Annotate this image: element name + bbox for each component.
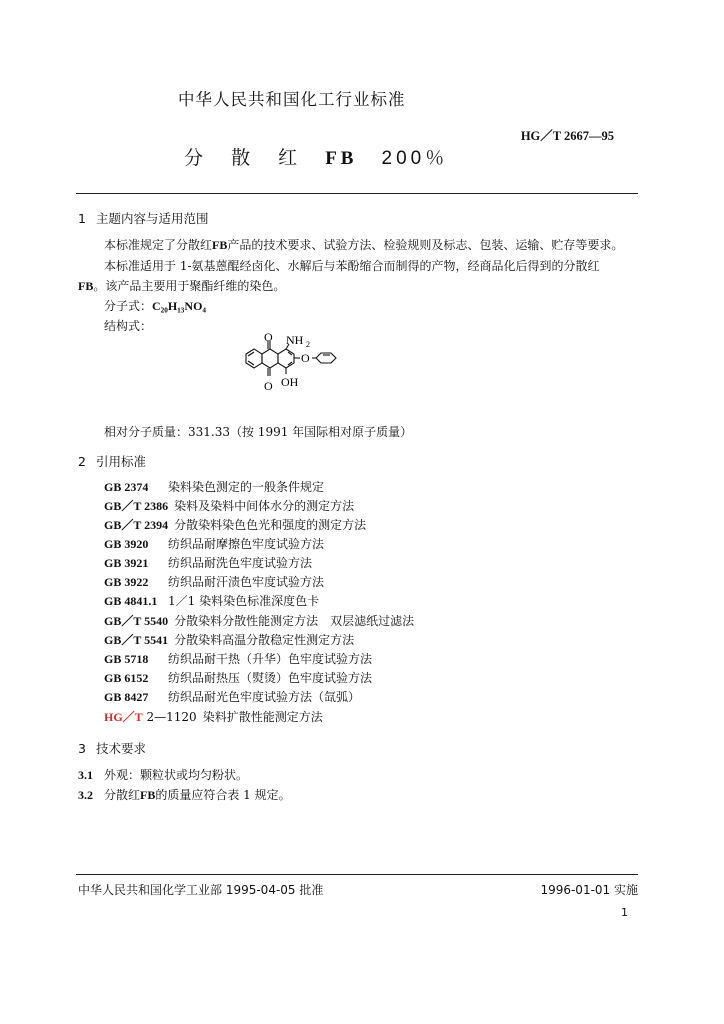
amino-group-label: NH: [286, 333, 304, 347]
section-2-heading: [78, 452, 146, 470]
reference-item: GB／T 5540 分散染料分散性能测定方法 双层滤纸过滤法: [104, 614, 415, 628]
section-1-heading: [78, 209, 209, 227]
reference-item: GB 2374 染料染色测定的一般条件规定: [104, 480, 325, 494]
benzene-ring-right: [278, 349, 294, 368]
section-1-para-2-line-2: [78, 277, 285, 294]
title-char: 红: [278, 147, 302, 169]
amino-subscript: 2: [306, 340, 310, 349]
title-char: 分: [184, 147, 208, 169]
section-title: 技术要求: [96, 741, 147, 756]
clause-text: FB: [140, 788, 156, 802]
reference-item: GB 4841.1 1／1 染料染色标准深度色卡: [104, 594, 320, 608]
title-char: 散: [231, 147, 255, 169]
reference-code-rest: 2—1120: [142, 710, 197, 724]
carbonyl-oxygen-bottom: O: [264, 379, 273, 393]
benzene-ring-left: [246, 349, 262, 368]
effective-date: 1996-01-01 实施: [540, 883, 638, 897]
text: FB: [212, 238, 228, 252]
document-title: [184, 143, 448, 170]
reference-item: GB 3921 纺织品耐洗色牢度试验方法: [104, 556, 313, 570]
footer-rule: [76, 874, 638, 875]
standard-code: HG／T 2667—95: [520, 129, 614, 143]
text: FB: [78, 279, 94, 293]
relative-molecular-mass: 相对分子质量：331.33（按 1991 年国际相对原子质量）: [104, 425, 413, 439]
page-number: 1: [621, 906, 628, 919]
text: 产品的技术要求、试验方法、检验规则及标志、包装、运输、贮存等要求。: [227, 238, 624, 252]
header-rule: [76, 193, 638, 194]
section-number: 2: [78, 454, 86, 469]
ether-oxygen-label: O: [301, 351, 310, 365]
quinone-ring: [262, 349, 278, 368]
section-number: 3: [78, 741, 86, 756]
standard-name: 中华人民共和国化工行业标准: [178, 90, 406, 109]
clause-3-1: [78, 766, 248, 783]
section-number: 1: [78, 211, 86, 226]
clause-text: 外观：颗粒状或均匀粉状。: [104, 768, 249, 782]
reference-item: GB／T 5541 分散染料高温分散稳定性测定方法: [104, 633, 355, 647]
formula-value: C₂₀H₁₃NO₄: [152, 299, 207, 313]
clause-number: 3.1: [78, 768, 93, 782]
approval-line: 中华人民共和国化学工业部 1995-04-05 批准: [78, 883, 324, 897]
clause-number: 3.2: [78, 788, 93, 802]
section-1-para-1: [104, 236, 623, 253]
highlighted-code: HG／T: [104, 710, 143, 724]
reference-item: GB／T 2394 分散染料染色色光和强度的测定方法: [104, 518, 367, 532]
section-title: 引用标准: [96, 454, 147, 469]
text: 。该产品主要用于聚酯纤维的染色。: [93, 279, 286, 293]
formula-label: 分子式：: [104, 299, 153, 313]
section-3-heading: [78, 739, 146, 757]
reference-text: 染料扩散性能测定方法: [202, 710, 323, 724]
reference-item: GB 8427 纺织品耐光色牢度试验方法（氙弧）: [104, 690, 361, 704]
reference-item: GB 3920 纺织品耐摩擦色牢度试验方法: [104, 537, 325, 551]
section-1-para-2-line-1: 本标准适用于 1-氨基蒽醌经卤化、水解后与苯酚缩合而制得的产物，经商品化后得到的分散红: [104, 259, 600, 273]
structure-label: 结构式：: [104, 319, 153, 333]
reference-item-highlighted: [104, 708, 323, 725]
reference-item: GB 6152 纺织品耐热压（熨烫）色牢度试验方法: [104, 671, 373, 685]
text: 本标准规定了分散红: [104, 238, 213, 252]
reference-item: GB 5718 纺织品耐干热（升华）色牢度试验方法: [104, 652, 373, 666]
section-title: 主题内容与适用范围: [96, 211, 209, 226]
title-char: FB: [325, 148, 358, 169]
reference-item: GB 3922 纺织品耐汗渍色牢度试验方法: [104, 575, 325, 589]
structural-formula: [236, 330, 346, 396]
clause-3-2: [78, 786, 291, 803]
title-char: 200％: [381, 148, 449, 169]
carbonyl-oxygen-top: O: [264, 330, 273, 344]
hydroxyl-group-label: OH: [281, 375, 299, 389]
molecular-formula: [104, 297, 206, 314]
reference-item: GB／T 2386 染料及染料中间体水分的测定方法: [104, 499, 355, 513]
clause-text: 的质量应符合表 1 规定。: [155, 788, 291, 802]
clause-text: 分散红: [104, 788, 141, 802]
